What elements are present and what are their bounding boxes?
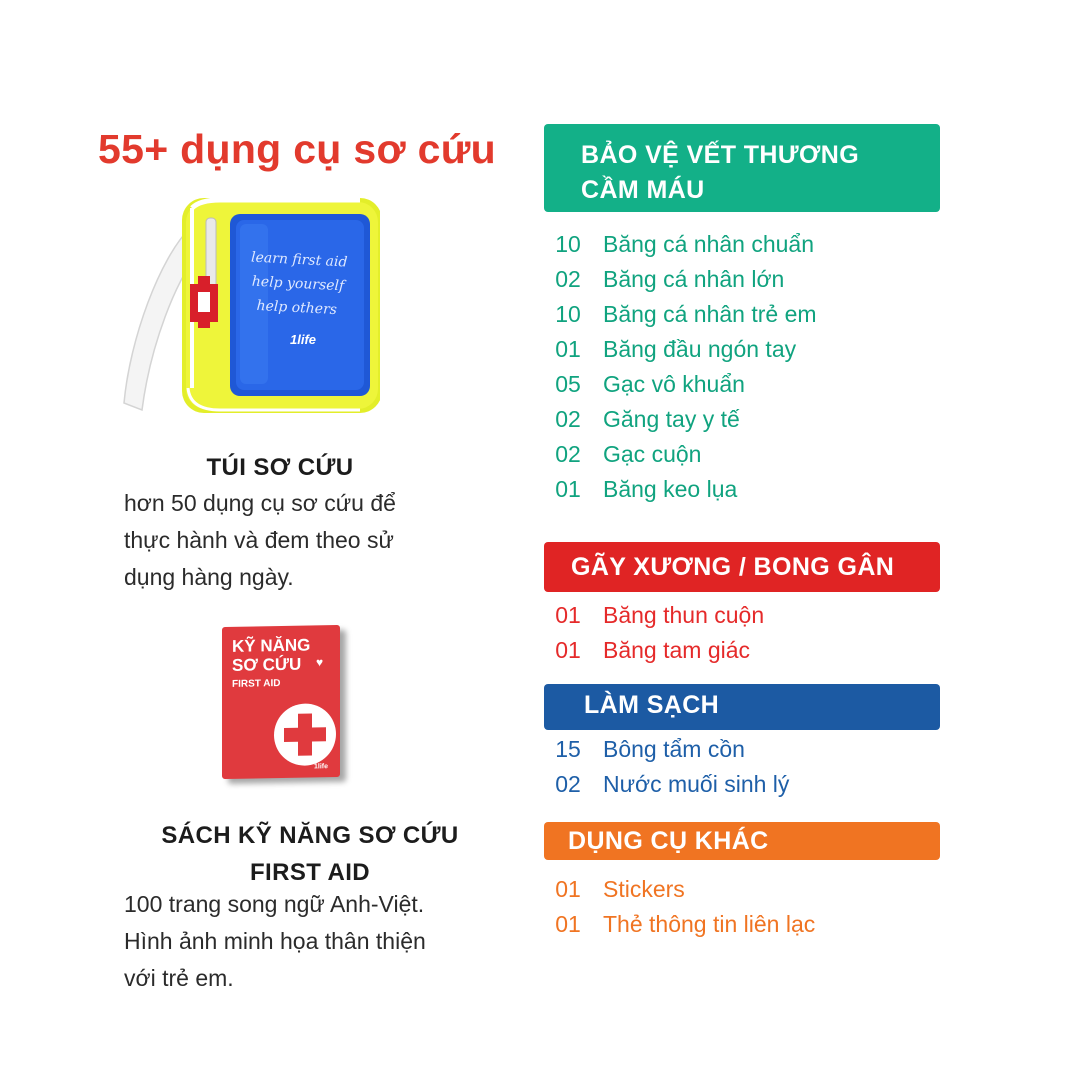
bag-description: hơn 50 dụng cụ sơ cứu để thực hành và đem theo sử dụng hàng ngày. bbox=[124, 490, 396, 590]
list-item: 01 Thẻ thông tin liên lạc bbox=[555, 911, 816, 937]
list-item: 10 Băng cá nhân trẻ em bbox=[555, 301, 817, 327]
book-cover-subtitle: FIRST AID bbox=[232, 678, 281, 690]
bag-logo: 1life bbox=[290, 332, 317, 347]
list-item: 02 Nước muối sinh lý bbox=[555, 771, 790, 797]
category-header-cleaning: LÀM SẠCH bbox=[544, 684, 940, 730]
book-cover-title: KỸ NĂNG SƠ CỨU bbox=[232, 635, 311, 675]
category-header-fracture: GÃY XƯƠNG / BONG GÂN bbox=[544, 542, 940, 592]
category-list-cleaning bbox=[544, 732, 944, 802]
category-header-other: DỤNG CỤ KHÁC bbox=[544, 822, 940, 860]
first-aid-bag-image bbox=[120, 188, 380, 418]
list-item: 01 Băng thun cuộn bbox=[555, 602, 765, 628]
book-title: SÁCH KỸ NĂNG SƠ CỨU FIRST AID bbox=[161, 822, 459, 886]
list-item: 10 Băng cá nhân chuẩn bbox=[555, 231, 815, 257]
category-list-other bbox=[544, 872, 944, 942]
list-item: 01 Stickers bbox=[555, 876, 685, 902]
bag-title: TÚI SƠ CỨU bbox=[206, 454, 354, 481]
category-list-fracture bbox=[544, 598, 944, 668]
list-item: 15 Bông tẩm cồn bbox=[555, 736, 745, 762]
bag-print-text: learn first aid help yourself help others bbox=[250, 249, 348, 319]
heart-icon: ♥ bbox=[316, 655, 324, 670]
list-item: 01 Băng tam giác bbox=[555, 637, 751, 663]
red-cross-icon bbox=[274, 703, 336, 766]
page-title: 55+ dụng cụ sơ cứu bbox=[98, 126, 497, 172]
list-item: 02 Gạc cuộn bbox=[555, 441, 702, 467]
category-header-wound-protection: BẢO VỆ VẾT THƯƠNG CẦM MÁU bbox=[544, 124, 940, 212]
list-item: 02 Băng cá nhân lớn bbox=[555, 266, 785, 292]
book-cover bbox=[222, 625, 340, 779]
list-item: 02 Găng tay y tế bbox=[555, 406, 740, 432]
list-item: 01 Băng keo lụa bbox=[555, 476, 738, 502]
list-item: 05 Gạc vô khuẩn bbox=[555, 371, 745, 397]
book-logo: 1life bbox=[314, 763, 329, 771]
book-description: 100 trang song ngữ Anh-Việt. Hình ảnh minh họa thân thiện với trẻ em. bbox=[124, 891, 426, 991]
list-item: 01 Băng đầu ngón tay bbox=[555, 336, 797, 362]
category-list-wound-protection bbox=[544, 227, 944, 507]
first-aid-book-image bbox=[222, 626, 352, 784]
